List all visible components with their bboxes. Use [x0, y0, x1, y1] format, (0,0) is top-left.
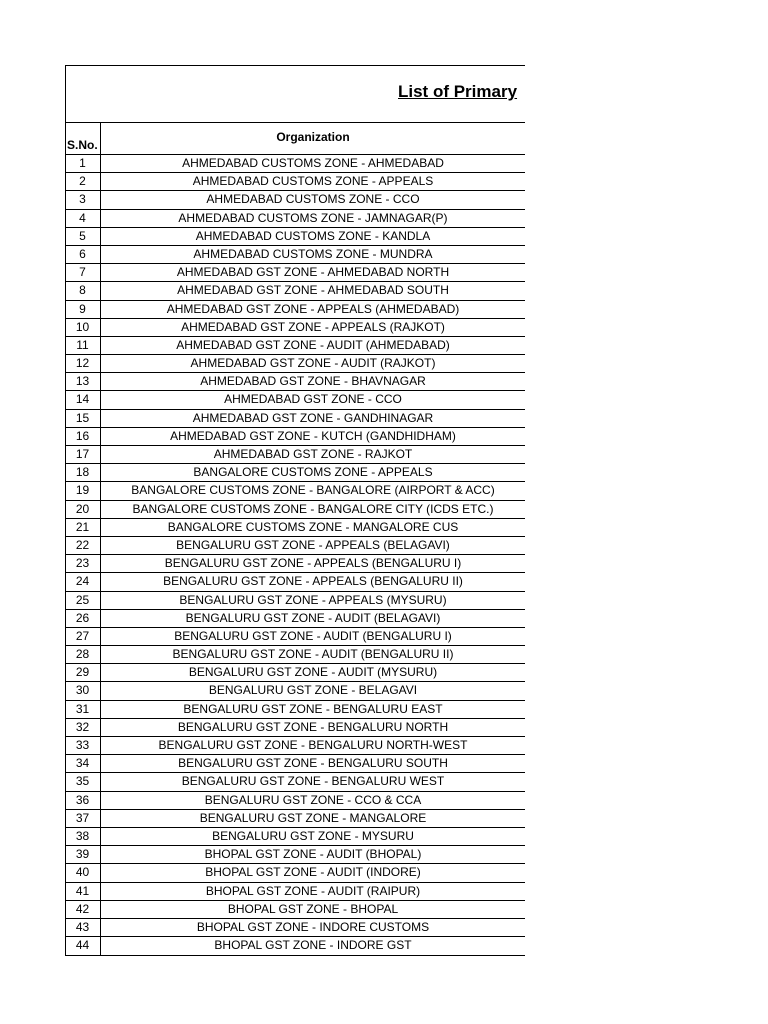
row-organization: AHMEDABAD CUSTOMS ZONE - JAMNAGAR(P): [178, 210, 448, 225]
table-row: [65, 754, 525, 772]
table-row: [65, 918, 525, 936]
table-row: [65, 645, 525, 663]
row-sno: 27: [75, 628, 90, 643]
table-row: [65, 554, 525, 572]
row-sno: 17: [75, 447, 90, 461]
row-organization: BENGALURU GST ZONE - AUDIT (BELAGAVI): [185, 610, 441, 625]
row-sno: 4: [79, 210, 86, 225]
row-organization: BENGALURU GST ZONE - BENGALURU NORTH: [177, 719, 449, 734]
row-sno: 29: [75, 665, 90, 680]
table-row: [65, 900, 525, 918]
row-sno: 19: [75, 483, 90, 498]
row-organization: BHOPAL GST ZONE - INDORE GST: [214, 938, 412, 953]
row-organization: BANGALORE CUSTOMS ZONE - BANGALORE (AIRPORT & ACC): [131, 483, 495, 498]
row-sno: 11: [76, 337, 89, 352]
table-row: [65, 172, 525, 190]
table-row: [65, 609, 525, 627]
table-row: [65, 409, 525, 427]
header-divider: [65, 122, 525, 123]
page-title: List of Primary: [398, 82, 518, 101]
row-organization: AHMEDABAD GST ZONE - BHAVNAGAR: [200, 374, 426, 389]
row-organization: BANGALORE CUSTOMS ZONE - MANGALORE CUS: [167, 519, 459, 534]
row-sno: 40: [75, 865, 90, 880]
table-row: [65, 863, 525, 881]
table-row: [65, 481, 525, 499]
table-row: [65, 827, 525, 845]
row-organization: BENGALURU GST ZONE - BELAGAVI: [208, 683, 418, 698]
row-organization: AHMEDABAD GST ZONE - AUDIT (RAJKOT): [190, 356, 436, 371]
table-row: [65, 427, 525, 445]
row-sno: 18: [75, 465, 90, 480]
row-sno: 1: [79, 156, 86, 170]
row-organization: AHMEDABAD CUSTOMS ZONE - CCO: [206, 192, 420, 207]
row-sno: 14: [75, 392, 90, 407]
row-sno: 21: [75, 519, 90, 534]
row-organization: BENGALURU GST ZONE - BENGALURU WEST: [181, 774, 445, 789]
row-organization: BENGALURU GST ZONE - APPEALS (BELAGAVI): [176, 537, 450, 552]
table-row: [65, 372, 525, 390]
table-row: [65, 154, 525, 172]
row-organization: BHOPAL GST ZONE - AUDIT (INDORE): [205, 865, 421, 880]
row-organization: BENGALURU GST ZONE - AUDIT (BENGALURU II): [172, 647, 454, 662]
row-organization: AHMEDABAD GST ZONE - KUTCH (GANDHIDHAM): [170, 428, 456, 443]
table-row: [65, 300, 525, 318]
row-organization: BENGALURU GST ZONE - APPEALS (BENGALURU I): [164, 556, 462, 571]
row-sno: 38: [75, 828, 90, 843]
row-sno: 44: [75, 938, 90, 953]
column-header-sno: S.No.: [67, 138, 98, 152]
row-sno: 8: [79, 283, 86, 298]
row-organization: AHMEDABAD CUSTOMS ZONE - MUNDRA: [193, 246, 433, 261]
table-row: [65, 390, 525, 408]
column-header-organization: Organization: [276, 130, 350, 144]
table-row: [65, 227, 525, 245]
table-row: [65, 791, 525, 809]
row-sno: 6: [79, 246, 86, 261]
table-row: [65, 936, 525, 954]
row-sno: 24: [75, 574, 90, 589]
row-organization: BENGALURU GST ZONE - CCO & CCA: [204, 792, 422, 807]
row-organization: BENGALURU GST ZONE - BENGALURU EAST: [183, 701, 443, 716]
row-organization: AHMEDABAD CUSTOMS ZONE - APPEALS: [192, 174, 434, 189]
row-sno: 25: [75, 592, 90, 607]
table-row: [65, 318, 525, 336]
row-sno: 28: [75, 647, 90, 662]
row-sno: 37: [75, 810, 90, 825]
row-organization: BHOPAL GST ZONE - AUDIT (RAIPUR): [205, 883, 421, 898]
row-organization: BENGALURU GST ZONE - APPEALS (BENGALURU II): [163, 574, 463, 589]
table-row: [65, 718, 525, 736]
table-row: [65, 190, 525, 208]
row-organization: BHOPAL GST ZONE - AUDIT (BHOPAL): [204, 847, 422, 862]
table-row: [65, 281, 525, 299]
row-sno: 42: [75, 901, 90, 916]
row-organization: BENGALURU GST ZONE - AUDIT (MYSURU): [188, 665, 438, 680]
table-row: [65, 736, 525, 754]
table-row: [65, 336, 525, 354]
row-sno: 16: [75, 428, 90, 443]
row-sno: 22: [75, 537, 90, 552]
table-row: [65, 591, 525, 609]
row-sno: 31: [75, 701, 90, 716]
row-sno: 20: [75, 501, 90, 516]
row-organization: BENGALURU GST ZONE - MYSURU: [212, 828, 414, 843]
row-organization: AHMEDABAD GST ZONE - GANDHINAGAR: [192, 410, 434, 425]
table-row: [65, 536, 525, 554]
table-row: [65, 681, 525, 699]
row-sno: 7: [79, 265, 86, 280]
table-row: [65, 572, 525, 590]
row-sno: 34: [75, 756, 90, 771]
row-organization: AHMEDABAD CUSTOMS ZONE - AHMEDABAD: [182, 156, 444, 170]
table-row: [65, 463, 525, 481]
row-sno: 26: [75, 610, 90, 625]
row-organization: BENGALURU GST ZONE - MANGALORE: [199, 810, 427, 825]
table-row: [65, 809, 525, 827]
row-organization: AHMEDABAD GST ZONE - AUDIT (AHMEDABAD): [176, 337, 450, 352]
table-row: [65, 882, 525, 900]
table-body: [65, 154, 525, 954]
table-row: [65, 500, 525, 518]
row-sno: 12: [75, 356, 90, 371]
row-sno: 9: [79, 301, 86, 316]
table-row: [65, 663, 525, 681]
row-organization: AHMEDABAD GST ZONE - RAJKOT: [213, 447, 413, 461]
row-sno: 35: [75, 774, 90, 789]
table-row: [65, 445, 525, 463]
row-sno: 10: [75, 319, 90, 334]
row-organization: BANGALORE CUSTOMS ZONE - BANGALORE CITY (ICDS ETC.): [132, 501, 494, 516]
table-row: [65, 209, 525, 227]
row-organization: AHMEDABAD CUSTOMS ZONE - KANDLA: [195, 228, 431, 243]
row-sno: 2: [79, 174, 86, 189]
row-sno: 39: [75, 847, 90, 862]
row-sno: 15: [75, 410, 90, 425]
row-sno: 33: [75, 738, 90, 752]
table-row: [65, 245, 525, 263]
row-organization: AHMEDABAD GST ZONE - APPEALS (RAJKOT): [181, 319, 445, 334]
row-organization: AHMEDABAD GST ZONE - APPEALS (AHMEDABAD): [166, 301, 460, 316]
row-sno: 13: [75, 374, 90, 389]
row-organization: BHOPAL GST ZONE - BHOPAL: [227, 901, 399, 916]
row-organization: BHOPAL GST ZONE - INDORE CUSTOMS: [196, 919, 430, 934]
table-row: [65, 354, 525, 372]
row-organization: AHMEDABAD GST ZONE - AHMEDABAD SOUTH: [177, 283, 449, 298]
table-row: [65, 845, 525, 863]
row-sno: 3: [79, 192, 86, 207]
row-sno: 23: [75, 556, 90, 571]
row-organization: BENGALURU GST ZONE - APPEALS (MYSURU): [179, 592, 447, 607]
row-sno: 5: [79, 228, 86, 243]
row-sno: 36: [75, 792, 90, 807]
row-organization: BENGALURU GST ZONE - BENGALURU SOUTH: [178, 756, 448, 771]
table-row: [65, 263, 525, 281]
row-sno: 43: [75, 919, 90, 934]
table-row: [65, 518, 525, 536]
row-organization: AHMEDABAD GST ZONE - AHMEDABAD NORTH: [176, 265, 450, 280]
row-organization: AHMEDABAD GST ZONE - CCO: [224, 392, 402, 407]
row-organization: BENGALURU GST ZONE - BENGALURU NORTH-WEST: [158, 738, 468, 752]
row-sno: 41: [75, 883, 90, 898]
row-sno: 30: [75, 683, 90, 698]
table-row: [65, 772, 525, 790]
row-sno: 32: [75, 719, 90, 734]
table-row: [65, 627, 525, 645]
row-organization: BANGALORE CUSTOMS ZONE - APPEALS: [193, 465, 433, 480]
row-organization: BENGALURU GST ZONE - AUDIT (BENGALURU I): [174, 628, 452, 643]
table-row: [65, 700, 525, 718]
